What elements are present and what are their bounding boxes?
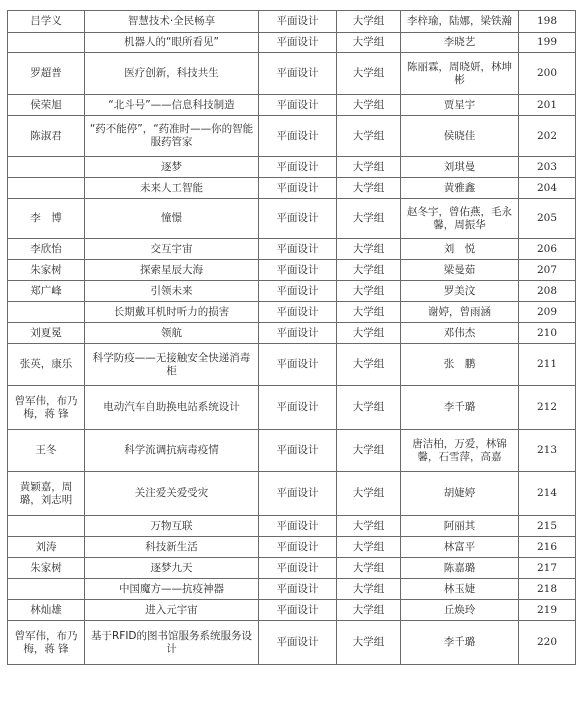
category-cell: 平面设计 — [259, 95, 337, 116]
authors-cell: 梁曼茹 — [401, 260, 519, 281]
number-cell: 207 — [519, 260, 576, 281]
table-row — [8, 11, 576, 33]
group-cell: 大学组 — [337, 302, 401, 323]
advisor-cell: 罗超普 — [8, 53, 85, 95]
category-cell: 平面设计 — [259, 260, 337, 281]
group-cell: 大学组 — [337, 537, 401, 558]
advisor-cell: 黄颖嘉，周璐，刘志明 — [8, 472, 85, 516]
number-cell: 220 — [519, 621, 576, 665]
title-cell: 电动汽车自助换电站系统设计 — [85, 386, 259, 430]
title-cell: “药不能停”，“药准时——你的智能服药管家 — [85, 116, 259, 157]
authors-cell: 陈丽霖，周晓妍，林坤彬 — [401, 53, 519, 95]
category-cell: 平面设计 — [259, 430, 337, 472]
number-cell: 217 — [519, 558, 576, 579]
title-cell: 万物互联 — [85, 516, 259, 537]
table-row — [8, 199, 576, 239]
advisor-cell: 朱家树 — [8, 558, 85, 579]
authors-cell: 赵冬宇，曾佑燕，毛永馨，周振华 — [401, 199, 519, 239]
title-cell: 中国魔方——抗疫神器 — [85, 579, 259, 600]
advisor-cell: 朱家树 — [8, 260, 85, 281]
table-row — [8, 472, 576, 516]
group-cell: 大学组 — [337, 472, 401, 516]
authors-cell: 阿丽其 — [401, 516, 519, 537]
category-cell: 平面设计 — [259, 239, 337, 260]
table-row — [8, 600, 576, 621]
table-row — [8, 579, 576, 600]
number-cell: 203 — [519, 157, 576, 178]
authors-cell: 林富平 — [401, 537, 519, 558]
advisor-cell: 刘涛 — [8, 537, 85, 558]
number-cell: 215 — [519, 516, 576, 537]
number-cell: 212 — [519, 386, 576, 430]
group-cell: 大学组 — [337, 430, 401, 472]
authors-cell: 刘 悦 — [401, 239, 519, 260]
roster-body — [8, 11, 576, 665]
table-row — [8, 116, 576, 157]
number-cell: 208 — [519, 281, 576, 302]
group-cell: 大学组 — [337, 323, 401, 344]
number-cell: 219 — [519, 600, 576, 621]
advisor-cell — [8, 579, 85, 600]
category-cell: 平面设计 — [259, 579, 337, 600]
table-row — [8, 621, 576, 665]
category-cell: 平面设计 — [259, 386, 337, 430]
number-cell: 201 — [519, 95, 576, 116]
table-row — [8, 516, 576, 537]
title-cell: 科技新生活 — [85, 537, 259, 558]
category-cell: 平面设计 — [259, 472, 337, 516]
number-cell: 204 — [519, 178, 576, 199]
award-roster-table — [7, 10, 576, 665]
table-row — [8, 239, 576, 260]
number-cell: 200 — [519, 53, 576, 95]
title-cell: 交互宇宙 — [85, 239, 259, 260]
authors-cell: 张 鹏 — [401, 344, 519, 386]
table-row — [8, 302, 576, 323]
advisor-cell: 曾军伟，布乃梅，蒋 锋 — [8, 621, 85, 665]
title-cell: 逐梦 — [85, 157, 259, 178]
table-row — [8, 157, 576, 178]
advisor-cell: 吕学义 — [8, 11, 85, 33]
title-cell: 科学防疫——无接触安全快递消毒柜 — [85, 344, 259, 386]
table-row — [8, 53, 576, 95]
authors-cell: 李梓瑜，陆娜，梁铁瀚 — [401, 11, 519, 33]
advisor-cell — [8, 178, 85, 199]
group-cell: 大学组 — [337, 33, 401, 53]
category-cell: 平面设计 — [259, 344, 337, 386]
title-cell: 机器人的“眼所看见” — [85, 33, 259, 53]
advisor-cell: 刘夏冕 — [8, 323, 85, 344]
authors-cell: 丘焕玲 — [401, 600, 519, 621]
title-cell: 探索星辰大海 — [85, 260, 259, 281]
table-row — [8, 558, 576, 579]
group-cell: 大学组 — [337, 579, 401, 600]
advisor-cell — [8, 157, 85, 178]
category-cell: 平面设计 — [259, 600, 337, 621]
table-row — [8, 537, 576, 558]
advisor-cell — [8, 33, 85, 53]
number-cell: 206 — [519, 239, 576, 260]
group-cell: 大学组 — [337, 386, 401, 430]
group-cell: 大学组 — [337, 281, 401, 302]
number-cell: 218 — [519, 579, 576, 600]
table-row — [8, 33, 576, 53]
authors-cell: 罗美汶 — [401, 281, 519, 302]
table-row — [8, 430, 576, 472]
authors-cell: 贾星宇 — [401, 95, 519, 116]
advisor-cell: 王冬 — [8, 430, 85, 472]
number-cell: 214 — [519, 472, 576, 516]
table-row — [8, 344, 576, 386]
advisor-cell — [8, 516, 85, 537]
number-cell: 202 — [519, 116, 576, 157]
number-cell: 209 — [519, 302, 576, 323]
title-cell: 科学流调抗病毒疫情 — [85, 430, 259, 472]
group-cell: 大学组 — [337, 344, 401, 386]
advisor-cell: 林灿雄 — [8, 600, 85, 621]
number-cell: 198 — [519, 11, 576, 33]
authors-cell: 李千璐 — [401, 386, 519, 430]
title-cell: 领航 — [85, 323, 259, 344]
table-row — [8, 260, 576, 281]
authors-cell: 黄雅鑫 — [401, 178, 519, 199]
category-cell: 平面设计 — [259, 558, 337, 579]
group-cell: 大学组 — [337, 199, 401, 239]
title-cell: 憧憬 — [85, 199, 259, 239]
group-cell: 大学组 — [337, 95, 401, 116]
authors-cell: 李晓艺 — [401, 33, 519, 53]
number-cell: 213 — [519, 430, 576, 472]
advisor-cell: 陈淑君 — [8, 116, 85, 157]
advisor-cell: 李 博 — [8, 199, 85, 239]
number-cell: 199 — [519, 33, 576, 53]
authors-cell: 侯晓佳 — [401, 116, 519, 157]
advisor-cell: 李欣怡 — [8, 239, 85, 260]
table-row — [8, 281, 576, 302]
title-cell: 逐梦九天 — [85, 558, 259, 579]
category-cell: 平面设计 — [259, 199, 337, 239]
title-cell: 智慧技术·全民畅享 — [85, 11, 259, 33]
title-cell: “北斗号”——信息科技制造 — [85, 95, 259, 116]
category-cell: 平面设计 — [259, 116, 337, 157]
authors-cell: 邓伟杰 — [401, 323, 519, 344]
title-cell: 长期戴耳机时听力的损害 — [85, 302, 259, 323]
table-row — [8, 386, 576, 430]
group-cell: 大学组 — [337, 600, 401, 621]
advisor-cell: 侯荣旭 — [8, 95, 85, 116]
category-cell: 平面设计 — [259, 157, 337, 178]
table-row — [8, 323, 576, 344]
category-cell: 平面设计 — [259, 621, 337, 665]
group-cell: 大学组 — [337, 178, 401, 199]
category-cell: 平面设计 — [259, 178, 337, 199]
number-cell: 211 — [519, 344, 576, 386]
advisor-cell: 郑广峰 — [8, 281, 85, 302]
group-cell: 大学组 — [337, 558, 401, 579]
group-cell: 大学组 — [337, 621, 401, 665]
group-cell: 大学组 — [337, 516, 401, 537]
title-cell: 进入元宇宙 — [85, 600, 259, 621]
number-cell: 210 — [519, 323, 576, 344]
advisor-cell — [8, 302, 85, 323]
group-cell: 大学组 — [337, 53, 401, 95]
category-cell: 平面设计 — [259, 302, 337, 323]
title-cell: 未来人工智能 — [85, 178, 259, 199]
group-cell: 大学组 — [337, 260, 401, 281]
authors-cell: 谢婷，曾雨涵 — [401, 302, 519, 323]
category-cell: 平面设计 — [259, 33, 337, 53]
title-cell: 基于RFID的图书馆服务系统服务设计 — [85, 621, 259, 665]
authors-cell: 林玉婕 — [401, 579, 519, 600]
number-cell: 205 — [519, 199, 576, 239]
authors-cell: 胡婕婷 — [401, 472, 519, 516]
authors-cell: 刘琪曼 — [401, 157, 519, 178]
group-cell: 大学组 — [337, 157, 401, 178]
group-cell: 大学组 — [337, 11, 401, 33]
title-cell: 关注爱关爱受灾 — [85, 472, 259, 516]
group-cell: 大学组 — [337, 239, 401, 260]
category-cell: 平面设计 — [259, 53, 337, 95]
group-cell: 大学组 — [337, 116, 401, 157]
advisor-cell: 张英，康乐 — [8, 344, 85, 386]
category-cell: 平面设计 — [259, 281, 337, 302]
category-cell: 平面设计 — [259, 516, 337, 537]
category-cell: 平面设计 — [259, 323, 337, 344]
table-row — [8, 95, 576, 116]
authors-cell: 陈嘉璐 — [401, 558, 519, 579]
advisor-cell: 曾军伟，布乃梅，蒋 锋 — [8, 386, 85, 430]
category-cell: 平面设计 — [259, 537, 337, 558]
authors-cell: 唐洁柏，万爱，林锦馨，石雪萍，高嘉 — [401, 430, 519, 472]
title-cell: 医疗创新，科技共生 — [85, 53, 259, 95]
number-cell: 216 — [519, 537, 576, 558]
authors-cell: 李千璐 — [401, 621, 519, 665]
title-cell: 引领未来 — [85, 281, 259, 302]
category-cell: 平面设计 — [259, 11, 337, 33]
table-row — [8, 178, 576, 199]
